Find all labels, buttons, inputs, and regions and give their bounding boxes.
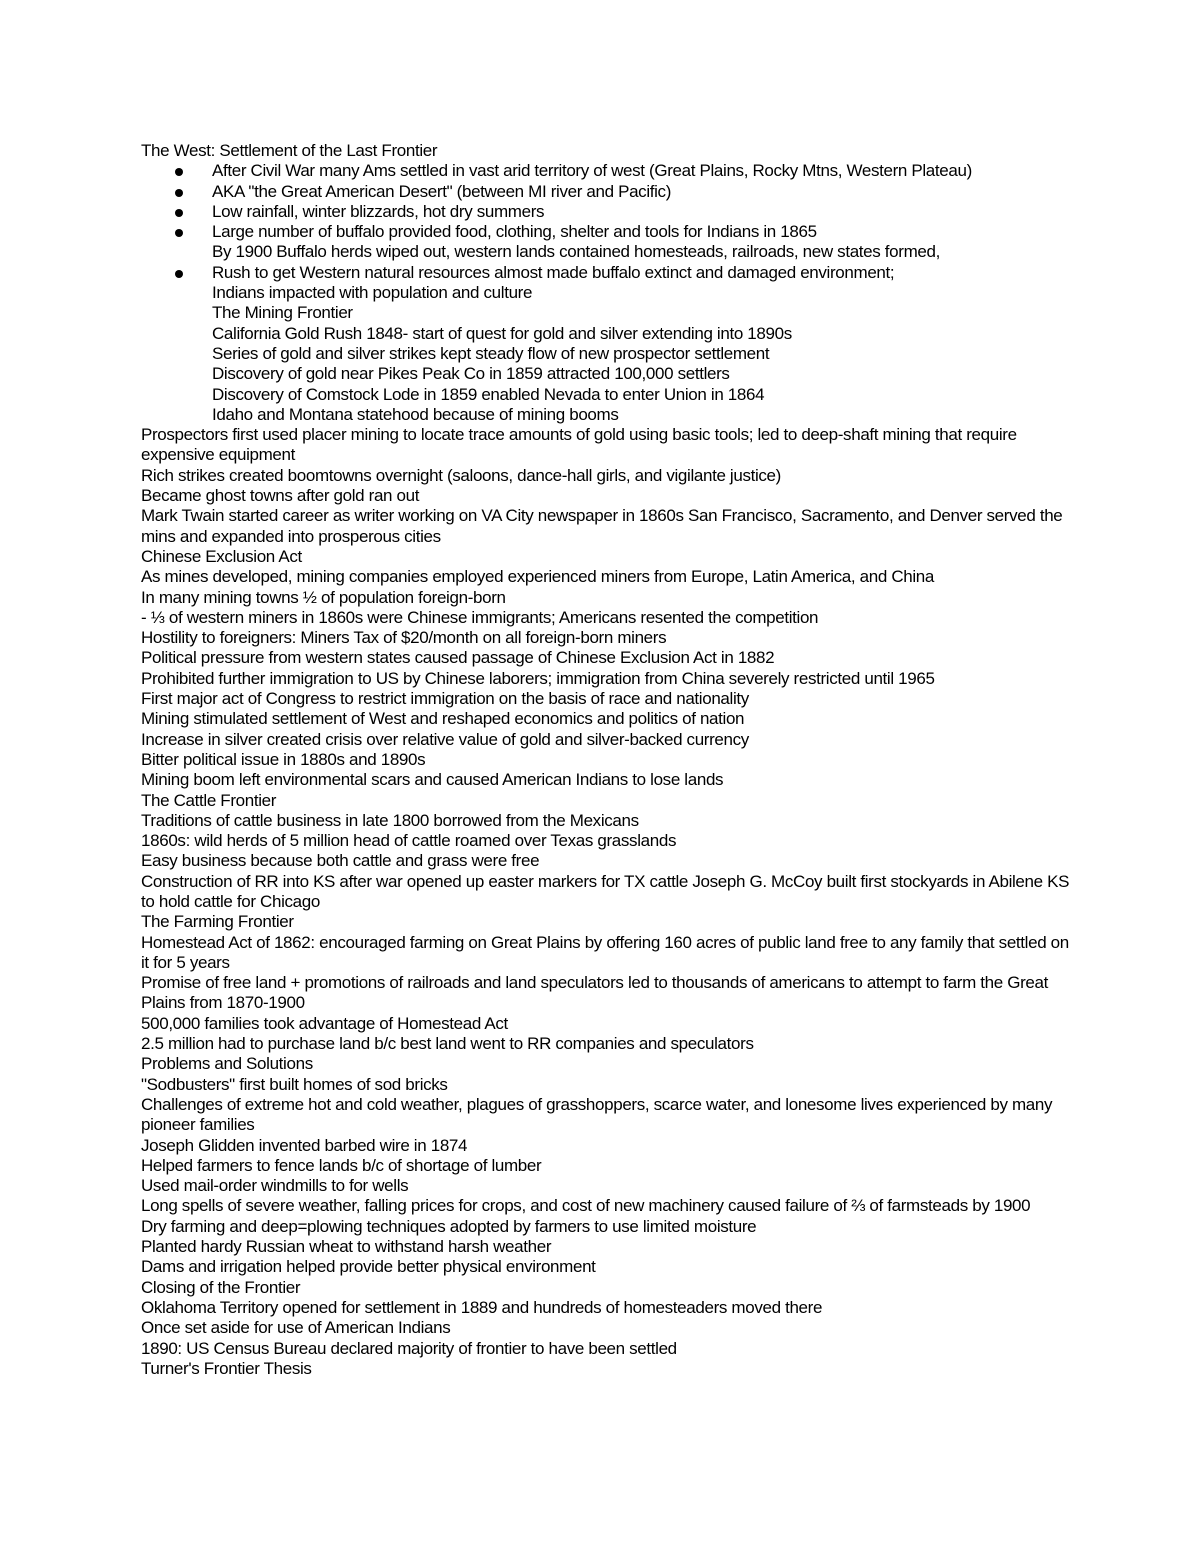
- text-line: Used mail-order windmills to for wells: [141, 1176, 409, 1196]
- bullet-text: Large number of buffalo provided food, clothing, shelter and tools for Indians in 1865: [212, 222, 817, 242]
- text-line: 1890: US Census Bureau declared majority of frontier to have been settled: [141, 1338, 677, 1358]
- text-line: Traditions of cattle business in late 1800 borrowed from the Mexicans: [141, 810, 639, 830]
- text-line: Problems and Solutions: [141, 1054, 313, 1074]
- text-line: Bitter political issue in 1880s and 1890s: [141, 749, 426, 769]
- text-line: Promise of free land + promotions of railroads and land speculators led to thousands of americans to attempt to farm the Great Plains from 1870-1900: [141, 973, 1048, 1013]
- text-line: Closing of the Frontier: [141, 1277, 301, 1297]
- text-line: "Sodbusters" first built homes of sod bricks: [141, 1074, 448, 1094]
- text-line: 1860s: wild herds of 5 million head of cattle roamed over Texas grasslands: [141, 831, 677, 851]
- text-line: Hostility to foreigners: Miners Tax of $20/month on all foreign-born miners: [141, 628, 667, 648]
- text-line: Construction of RR into KS after war opened up easter markers for TX cattle Joseph G. McCoy built first stockyards in Abilene KS to hold cattle for Chicago: [141, 871, 1070, 911]
- text-line: Mining stimulated settlement of West and reshaped economics and politics of nation: [141, 709, 745, 729]
- bullet-text: Low rainfall, winter blizzards, hot dry summers: [212, 201, 545, 221]
- bullet-text: Discovery of Comstock Lode in 1859 enabled Nevada to enter Union in 1864: [212, 384, 765, 404]
- text-line: The Farming Frontier: [141, 912, 294, 932]
- bullet-text: Discovery of gold near Pikes Peak Co in 1859 attracted 100,000 settlers: [212, 364, 730, 384]
- text-line: Increase in silver created crisis over relative value of gold and silver-backed currency: [141, 729, 749, 749]
- document-title: The West: Settlement of the Last Frontier: [141, 141, 438, 160]
- text-line: 2.5 million had to purchase land b/c best land went to RR companies and speculators: [141, 1034, 754, 1054]
- bullet-text: By 1900 Buffalo herds wiped out, western lands contained homesteads, railroads, new states formed,: [212, 242, 940, 262]
- text-line: Turner's Frontier Thesis: [141, 1358, 312, 1378]
- text-line: 500,000 families took advantage of Homestead Act: [141, 1013, 508, 1033]
- text-line: Dry farming and deep=plowing techniques adopted by farmers to use limited moisture: [141, 1216, 757, 1236]
- text-line: As mines developed, mining companies employed experienced miners from Europe, Latin America, and China: [141, 567, 935, 587]
- bullet-list: [141, 161, 1071, 425]
- text-line: Dams and irrigation helped provide better physical environment: [141, 1257, 596, 1277]
- bullet-text: AKA "the Great American Desert" (between MI river and Pacific): [212, 181, 672, 201]
- bullet-item: [141, 202, 1071, 222]
- text-line: Planted hardy Russian wheat to withstand harsh weather: [141, 1237, 552, 1257]
- text-line: Once set aside for use of American Indians: [141, 1318, 451, 1338]
- text-line: Helped farmers to fence lands b/c of shortage of lumber: [141, 1155, 542, 1175]
- text-line: Homestead Act of 1862: encouraged farming on Great Plains by offering 160 acres of public land free to any family that settled on it for 5 years: [141, 932, 1069, 972]
- body-text: [141, 425, 1071, 1379]
- bullet-text: Series of gold and silver strikes kept steady flow of new prospector settlement: [212, 343, 770, 363]
- text-line: First major act of Congress to restrict immigration on the basis of race and nationality: [141, 689, 749, 709]
- text-line: - ⅓ of western miners in 1860s were Chinese immigrants; Americans resented the competition: [141, 607, 819, 627]
- text-line: Became ghost towns after gold ran out: [141, 486, 420, 506]
- text-line: Mark Twain started career as writer working on VA City newspaper in 1860s San Francisco, Sacramento, and Denver served the mins and expanded into prosperous cities: [141, 506, 1063, 546]
- text-line: Political pressure from western states caused passage of Chinese Exclusion Act in 1882: [141, 648, 775, 668]
- bullet-text: California Gold Rush 1848- start of quest for gold and silver extending into 1890s: [212, 323, 792, 343]
- bullet-text: After Civil War many Ams settled in vast arid territory of west (Great Plains, Rocky Mtns, Western Plateau): [212, 161, 972, 181]
- bullet-text: Rush to get Western natural resources almost made buffalo extinct and damaged environment;: [212, 262, 895, 282]
- text-line: Prospectors first used placer mining to locate trace amounts of gold using basic tools; led to deep-shaft mining that require expensive equipment: [141, 425, 1017, 465]
- bullet-item: [141, 182, 1071, 202]
- bullet-item: [141, 161, 1071, 181]
- bullet-text: Indians impacted with population and culture: [212, 283, 533, 303]
- text-line: In many mining towns ½ of population foreign-born: [141, 587, 506, 607]
- text-line: Oklahoma Territory opened for settlement in 1889 and hundreds of homesteaders moved there: [141, 1297, 823, 1317]
- text-line: Challenges of extreme hot and cold weather, plagues of grasshoppers, scarce water, and lonesome lives experienced by many pioneer families: [141, 1094, 1053, 1135]
- text-line: Mining boom left environmental scars and caused American Indians to lose lands: [141, 770, 724, 790]
- bullet-dot-icon: [175, 168, 183, 176]
- text-line: Chinese Exclusion Act: [141, 546, 302, 566]
- text-line: Joseph Glidden invented barbed wire in 1874: [141, 1135, 468, 1155]
- text-line: Easy business because both cattle and grass were free: [141, 851, 540, 871]
- bullet-dot-icon: [175, 189, 183, 197]
- bullet-text: Idaho and Montana statehood because of mining booms: [212, 404, 619, 424]
- text-line: Rich strikes created boomtowns overnight (saloons, dance-hall girls, and vigilante justice): [141, 465, 781, 485]
- document-page: [141, 141, 1071, 1379]
- bullet-item: [141, 222, 1071, 263]
- text-line: The Cattle Frontier: [141, 790, 277, 810]
- bullet-text: The Mining Frontier: [212, 303, 353, 323]
- text-line: Prohibited further immigration to US by Chinese laborers; immigration from China severely restricted until 1965: [141, 668, 935, 688]
- bullet-dot-icon: [175, 209, 183, 217]
- bullet-item: [141, 263, 1071, 425]
- bullet-dot-icon: [175, 270, 183, 278]
- bullet-dot-icon: [175, 229, 183, 237]
- text-line: Long spells of severe weather, falling prices for crops, and cost of new machinery caused failure of ⅔ of farmsteads by 1900: [141, 1196, 1031, 1216]
